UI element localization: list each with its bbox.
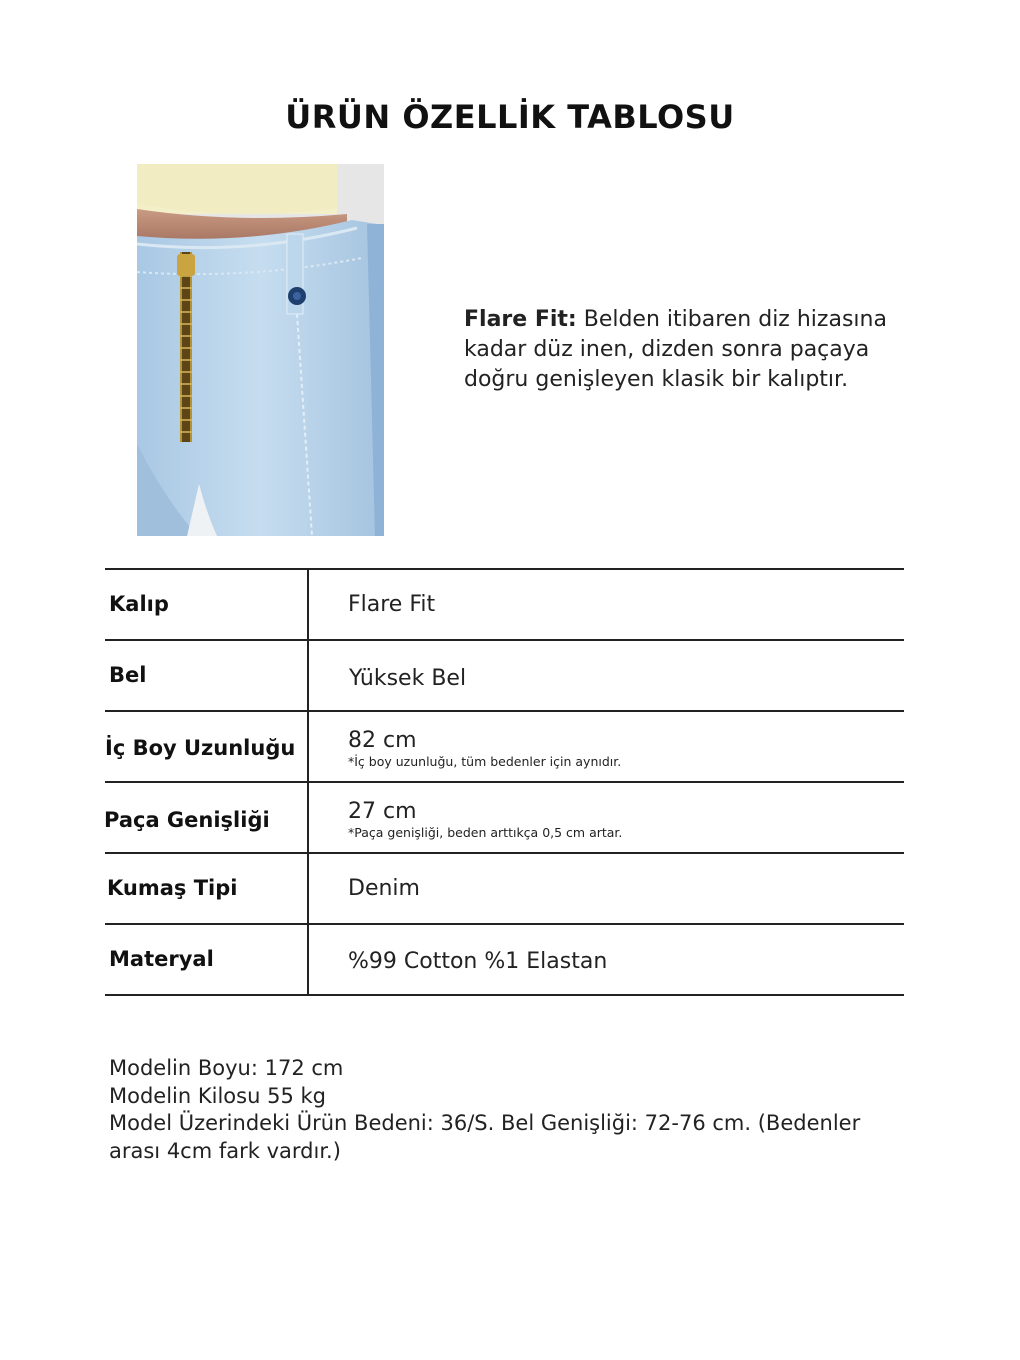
spec-value-note: *Paça genişliği, beden arttıkça 0,5 cm artar.	[348, 825, 623, 840]
spec-value	[348, 799, 622, 841]
model-info	[109, 1055, 899, 1165]
spec-value-main: 27 cm	[348, 799, 417, 824]
spec-value: %99 Cotton %1 Elastan	[348, 949, 608, 974]
model-weight: Modelin Kilosu 55 kg	[109, 1083, 326, 1108]
spec-value: Yüksek Bel	[349, 666, 467, 691]
spec-row-materyal	[105, 925, 904, 996]
spec-row-bel	[105, 641, 904, 712]
spec-row-paca	[105, 783, 904, 854]
spec-row-kalip	[105, 570, 904, 641]
spec-label: Kumaş Tipi	[107, 876, 238, 900]
spec-label: Paça Genişliği	[104, 808, 270, 832]
fit-term: Flare Fit:	[464, 307, 577, 332]
spec-value-note: *İç boy uzunluğu, tüm bedenler için aynıdır.	[348, 754, 622, 769]
spec-value-main: 82 cm	[348, 728, 417, 753]
spec-label: Kalıp	[109, 592, 169, 616]
fit-description	[464, 305, 924, 395]
fit-description-text: Belden itibaren diz hizasına kadar düz inen, dizden sonra paçaya doğru genişleyen klasik bir kalıptır.	[464, 307, 887, 392]
spec-value: Flare Fit	[348, 592, 436, 617]
page-title: ÜRÜN ÖZELLİK TABLOSU	[285, 98, 735, 136]
spec-label: İç Boy Uzunluğu	[105, 736, 296, 760]
spec-value	[348, 728, 621, 770]
spec-table	[105, 568, 904, 996]
spec-label: Bel	[109, 663, 147, 687]
spec-row-kumas	[105, 854, 904, 925]
spec-row-ic-boy	[105, 712, 904, 783]
model-height: Modelin Boyu: 172 cm	[109, 1056, 344, 1080]
product-photo	[137, 164, 384, 536]
model-size: Model Üzerindeki Ürün Bedeni: 36/S. Bel Genişliği: 72-76 cm. (Bedenler arası 4cm fark vardır.)	[109, 1111, 861, 1163]
spec-value: Denim	[348, 876, 420, 901]
spec-label: Materyal	[109, 947, 214, 971]
